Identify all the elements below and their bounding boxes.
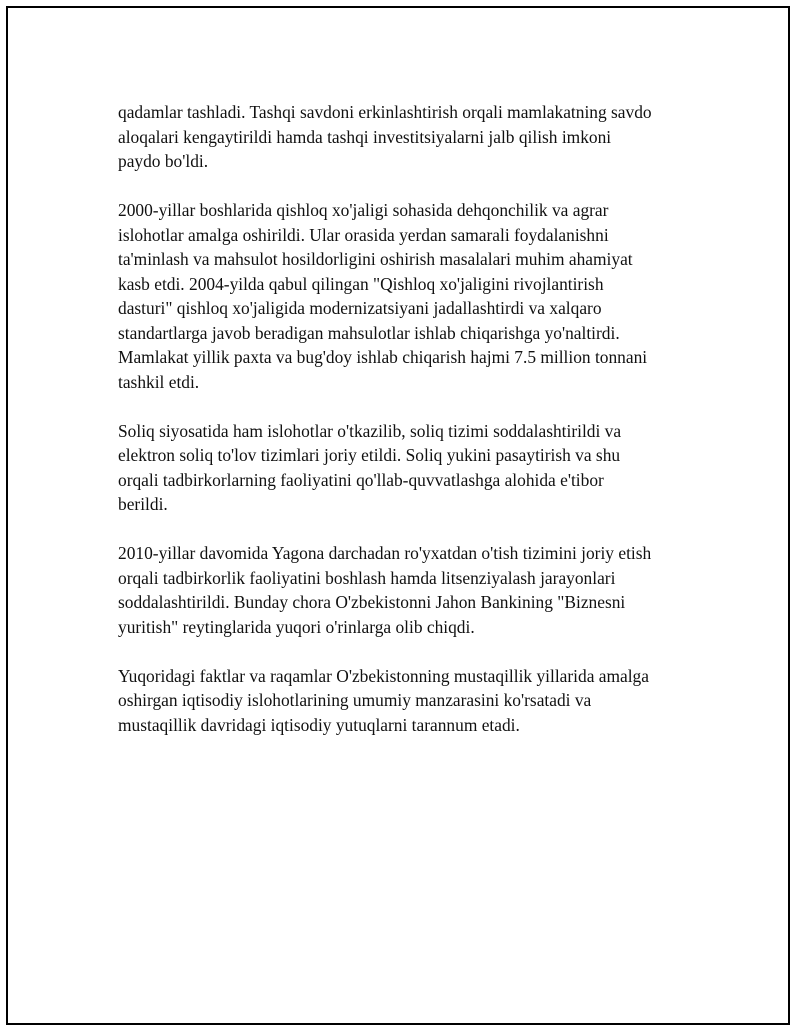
paragraph-2: 2000-yillar boshlarida qishloq xo'jaligi sohasida dehqonchilik va agrar islohotlar amalga oshirildi. Ular orasida yerdan samarali foydalanishni ta'minlash va mahsulot hosildorligini oshirish masalalari muhim ahamiyat kasb etdi. 2004-yilda qabul qilingan "Qishloq xo'jaligini rivojlantirish dasturi" qishloq xo'jaligida modernizatsiyani jadallashtirdi va xalqaro standartlarga javob beradigan mahsulotlar ishlab chiqarishga yo'naltirdi. Mamlakat yillik paxta va bug'doy ishlab chiqarish hajmi 7.5 million tonnani tashkil etdi. (118, 200, 648, 392)
paragraph-3: Soliq siyosatida ham islohotlar o'tkazilib, soliq tizimi soddalashtirildi va elektron soliq to'lov tizimlari joriy etildi. Soliq yukini pasaytirish va shu orqali tadbirkorlarning faoliyatini qo'llab-quvvatlashga alohida e'tibor berildi. (118, 420, 622, 514)
paragraph-1: qadamlar tashladi. Tashqi savdoni erkinlashtirish orqali mamlakatning savdo aloqalari kengaytirildi hamda tashqi investitsiyalarni jalb qilish imkoni paydo bo'ldi. (118, 102, 652, 171)
paragraph-5: Yuqoridagi faktlar va raqamlar O'zbekistonning mustaqillik yillarida amalga oshirgan iqtisodiy islohotlarining umumiy manzarasini ko'rsatadi va mustaqillik davridagi iqtisodiy yutuqlarni tarannum etadi. (118, 665, 649, 735)
document-page (6, 6, 790, 1025)
paragraph-4: 2010-yillar davomida Yagona darchadan ro'yxatdan o'tish tizimini joriy etish orqali tadbirkorlik faoliyatini boshlash hamda litsenziyalash jarayonlari soddalashtirildi. Bunday chora O'zbekistonni Jahon Bankining "Biznesni yuritish" reytinglarida yuqori o'rinlarga olib chiqdi. (118, 543, 652, 637)
document-body (118, 100, 708, 762)
